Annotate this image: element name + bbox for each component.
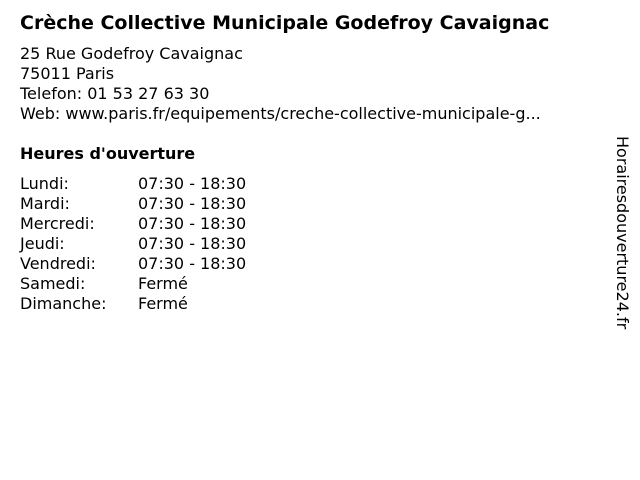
time-value: Fermé [138, 274, 188, 293]
site-watermark [612, 136, 634, 342]
day-label: Lundi: [20, 174, 69, 193]
hours-row-sunday [20, 294, 246, 314]
time-value: 07:30 - 18:30 [138, 194, 247, 213]
hours-row-saturday [20, 274, 246, 294]
street-address: 25 Rue Godefroy Cavaignac [20, 44, 243, 63]
contact-block [20, 44, 541, 124]
hours-row-friday [20, 254, 246, 274]
day-label: Mardi: [20, 194, 70, 213]
day-label: Mercredi: [20, 214, 95, 233]
business-title: Crèche Collective Municipale Godefroy Cavaignac [20, 12, 550, 34]
day-label: Vendredi: [20, 254, 96, 273]
time-value: 07:30 - 18:30 [138, 214, 247, 233]
hours-row-monday [20, 174, 246, 194]
day-label: Samedi: [20, 274, 86, 293]
day-label: Dimanche: [20, 294, 107, 313]
hours-row-thursday [20, 234, 246, 254]
time-value: 07:30 - 18:30 [138, 234, 247, 253]
hours-table [20, 174, 246, 314]
website-line[interactable]: Web: www.paris.fr/equipements/creche-collective-municipale-g... [20, 104, 541, 123]
site-watermark-text: Horairesdouverture24.fr [613, 136, 632, 330]
hours-heading: Heures d'ouverture [20, 144, 196, 163]
time-value: 07:30 - 18:30 [138, 174, 247, 193]
hours-row-wednesday [20, 214, 246, 234]
phone-line[interactable]: Telefon: 01 53 27 63 30 [20, 84, 210, 103]
city-postal: 75011 Paris [20, 64, 115, 83]
hours-row-tuesday [20, 194, 246, 214]
time-value: Fermé [138, 294, 188, 313]
time-value: 07:30 - 18:30 [138, 254, 247, 273]
day-label: Jeudi: [20, 234, 65, 253]
